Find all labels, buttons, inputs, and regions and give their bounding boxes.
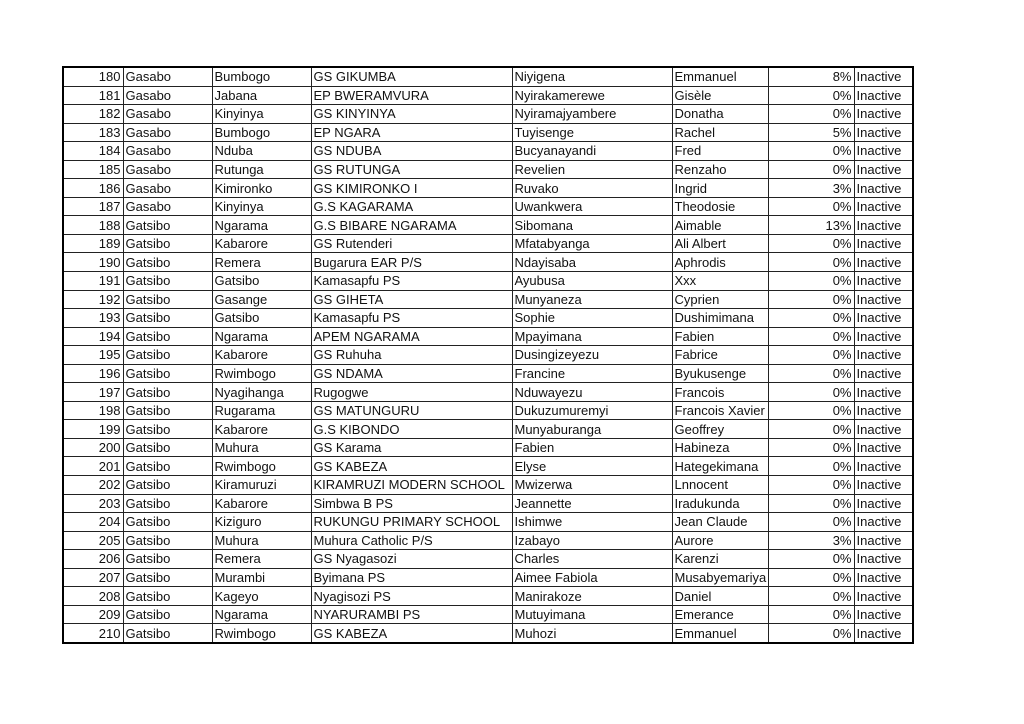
percentage-cell: 3% <box>768 179 854 198</box>
percentage-cell: 0% <box>768 197 854 216</box>
last-name-cell: Bucyanayandi <box>512 142 672 161</box>
last-name-cell: Mfatabyanga <box>512 234 672 253</box>
row-number-cell: 192 <box>63 290 123 309</box>
table-row <box>63 605 913 624</box>
sector-cell: Muhura <box>212 438 311 457</box>
row-number-cell: 196 <box>63 364 123 383</box>
last-name-cell: Mutuyimana <box>512 605 672 624</box>
status-cell: Inactive <box>854 346 913 365</box>
status-cell: Inactive <box>854 420 913 439</box>
first-name-cell: Aphrodis <box>672 253 768 272</box>
row-number-cell: 201 <box>63 457 123 476</box>
status-cell: Inactive <box>854 142 913 161</box>
school-cell: G.S KAGARAMA <box>311 197 512 216</box>
status-cell: Inactive <box>854 179 913 198</box>
row-number-cell: 189 <box>63 234 123 253</box>
row-number-cell: 190 <box>63 253 123 272</box>
row-number-cell: 198 <box>63 401 123 420</box>
district-cell: Gatsibo <box>123 216 212 235</box>
district-cell: Gasabo <box>123 123 212 142</box>
school-cell: Kamasapfu PS <box>311 272 512 291</box>
status-cell: Inactive <box>854 550 913 569</box>
row-number-cell: 193 <box>63 309 123 328</box>
first-name-cell: Renzaho <box>672 160 768 179</box>
table-row <box>63 197 913 216</box>
status-cell: Inactive <box>854 216 913 235</box>
table-row <box>63 438 913 457</box>
last-name-cell: Nduwayezu <box>512 383 672 402</box>
last-name-cell: Fabien <box>512 438 672 457</box>
school-cell: APEM NGARAMA <box>311 327 512 346</box>
row-number-cell: 185 <box>63 160 123 179</box>
school-cell: GS Nyagasozi <box>311 550 512 569</box>
row-number-cell: 205 <box>63 531 123 550</box>
table-row <box>63 587 913 606</box>
school-cell: G.S KIBONDO <box>311 420 512 439</box>
last-name-cell: Dusingizeyezu <box>512 346 672 365</box>
sector-cell: Remera <box>212 253 311 272</box>
status-cell: Inactive <box>854 531 913 550</box>
row-number-cell: 206 <box>63 550 123 569</box>
sector-cell: Kabarore <box>212 346 311 365</box>
sector-cell: Murambi <box>212 568 311 587</box>
percentage-cell: 0% <box>768 253 854 272</box>
district-cell: Gatsibo <box>123 327 212 346</box>
status-cell: Inactive <box>854 476 913 495</box>
status-cell: Inactive <box>854 105 913 124</box>
district-cell: Gatsibo <box>123 253 212 272</box>
last-name-cell: Uwankwera <box>512 197 672 216</box>
school-cell: EP BWERAMVURA <box>311 86 512 105</box>
sector-cell: Ngarama <box>212 605 311 624</box>
district-cell: Gasabo <box>123 179 212 198</box>
first-name-cell: Byukusenge <box>672 364 768 383</box>
table-row <box>63 364 913 383</box>
status-cell: Inactive <box>854 309 913 328</box>
sector-cell: Kabarore <box>212 234 311 253</box>
district-cell: Gatsibo <box>123 494 212 513</box>
school-cell: GS KINYINYA <box>311 105 512 124</box>
school-cell: KIRAMRUZI MODERN SCHOOL <box>311 476 512 495</box>
row-number-cell: 181 <box>63 86 123 105</box>
sector-cell: Rwimbogo <box>212 364 311 383</box>
sector-cell: Nyagihanga <box>212 383 311 402</box>
district-cell: Gatsibo <box>123 346 212 365</box>
percentage-cell: 0% <box>768 105 854 124</box>
percentage-cell: 0% <box>768 420 854 439</box>
first-name-cell: Iradukunda <box>672 494 768 513</box>
first-name-cell: Musabyemariya <box>672 568 768 587</box>
sector-cell: Kiziguro <box>212 513 311 532</box>
table-row <box>63 160 913 179</box>
percentage-cell: 0% <box>768 272 854 291</box>
school-cell: GS Ruhuha <box>311 346 512 365</box>
table-row <box>63 550 913 569</box>
row-number-cell: 204 <box>63 513 123 532</box>
sector-cell: Rwimbogo <box>212 457 311 476</box>
percentage-cell: 0% <box>768 587 854 606</box>
percentage-cell: 13% <box>768 216 854 235</box>
school-cell: G.S BIBARE NGARAMA <box>311 216 512 235</box>
table-row <box>63 401 913 420</box>
district-cell: Gatsibo <box>123 550 212 569</box>
district-cell: Gatsibo <box>123 531 212 550</box>
first-name-cell: Fabien <box>672 327 768 346</box>
first-name-cell: Jean Claude <box>672 513 768 532</box>
last-name-cell: Munyaburanga <box>512 420 672 439</box>
status-cell: Inactive <box>854 383 913 402</box>
last-name-cell: Sophie <box>512 309 672 328</box>
status-cell: Inactive <box>854 160 913 179</box>
school-cell: Kamasapfu PS <box>311 309 512 328</box>
last-name-cell: Mwizerwa <box>512 476 672 495</box>
status-cell: Inactive <box>854 401 913 420</box>
percentage-cell: 0% <box>768 290 854 309</box>
row-number-cell: 210 <box>63 624 123 643</box>
status-cell: Inactive <box>854 624 913 643</box>
last-name-cell: Sibomana <box>512 216 672 235</box>
district-cell: Gatsibo <box>123 624 212 643</box>
first-name-cell: Ali Albert <box>672 234 768 253</box>
status-cell: Inactive <box>854 364 913 383</box>
district-cell: Gatsibo <box>123 383 212 402</box>
sector-cell: Kabarore <box>212 420 311 439</box>
school-cell: GS MATUNGURU <box>311 401 512 420</box>
first-name-cell: Gisèle <box>672 86 768 105</box>
table-row <box>63 383 913 402</box>
row-number-cell: 195 <box>63 346 123 365</box>
sector-cell: Bumbogo <box>212 123 311 142</box>
school-cell: GS RUTUNGA <box>311 160 512 179</box>
status-cell: Inactive <box>854 197 913 216</box>
table-row <box>63 531 913 550</box>
last-name-cell: Aimee Fabiola <box>512 568 672 587</box>
table-row <box>63 568 913 587</box>
table-row <box>63 216 913 235</box>
status-cell: Inactive <box>854 568 913 587</box>
school-cell: RUKUNGU PRIMARY SCHOOL <box>311 513 512 532</box>
last-name-cell: Ruvako <box>512 179 672 198</box>
status-cell: Inactive <box>854 123 913 142</box>
school-cell: Muhura Catholic P/S <box>311 531 512 550</box>
district-cell: Gasabo <box>123 197 212 216</box>
last-name-cell: Jeannette <box>512 494 672 513</box>
table-row <box>63 420 913 439</box>
sector-cell: Ngarama <box>212 216 311 235</box>
table-row <box>63 272 913 291</box>
table-body <box>63 67 913 643</box>
district-cell: Gatsibo <box>123 401 212 420</box>
last-name-cell: Izabayo <box>512 531 672 550</box>
sector-cell: Bumbogo <box>212 67 311 86</box>
school-cell: GS GIKUMBA <box>311 67 512 86</box>
status-cell: Inactive <box>854 438 913 457</box>
school-cell: GS Rutenderi <box>311 234 512 253</box>
percentage-cell: 0% <box>768 494 854 513</box>
status-cell: Inactive <box>854 513 913 532</box>
first-name-cell: Karenzi <box>672 550 768 569</box>
sector-cell: Nduba <box>212 142 311 161</box>
percentage-cell: 0% <box>768 476 854 495</box>
first-name-cell: Emmanuel <box>672 67 768 86</box>
school-cell: Byimana PS <box>311 568 512 587</box>
table-row <box>63 476 913 495</box>
percentage-cell: 0% <box>768 309 854 328</box>
school-cell: NYARURAMBI PS <box>311 605 512 624</box>
district-cell: Gasabo <box>123 86 212 105</box>
percentage-cell: 0% <box>768 438 854 457</box>
first-name-cell: Dushimimana <box>672 309 768 328</box>
last-name-cell: Munyaneza <box>512 290 672 309</box>
sector-cell: Gasange <box>212 290 311 309</box>
district-cell: Gatsibo <box>123 438 212 457</box>
sector-cell: Kabarore <box>212 494 311 513</box>
last-name-cell: Nyirakamerewe <box>512 86 672 105</box>
first-name-cell: Ingrid <box>672 179 768 198</box>
district-cell: Gatsibo <box>123 513 212 532</box>
first-name-cell: Geoffrey <box>672 420 768 439</box>
sector-cell: Kiramuruzi <box>212 476 311 495</box>
district-cell: Gasabo <box>123 160 212 179</box>
table-row <box>63 67 913 86</box>
table-row <box>63 346 913 365</box>
percentage-cell: 0% <box>768 383 854 402</box>
row-number-cell: 194 <box>63 327 123 346</box>
first-name-cell: Hategekimana <box>672 457 768 476</box>
table-row <box>63 513 913 532</box>
district-cell: Gatsibo <box>123 476 212 495</box>
row-number-cell: 191 <box>63 272 123 291</box>
last-name-cell: Niyigena <box>512 67 672 86</box>
school-cell: GS KABEZA <box>311 624 512 643</box>
first-name-cell: Emmanuel <box>672 624 768 643</box>
table-row <box>63 142 913 161</box>
percentage-cell: 8% <box>768 67 854 86</box>
sector-cell: Kinyinya <box>212 105 311 124</box>
table-row <box>63 494 913 513</box>
first-name-cell: Francois Xavier <box>672 401 768 420</box>
first-name-cell: Cyprien <box>672 290 768 309</box>
last-name-cell: Tuyisenge <box>512 123 672 142</box>
first-name-cell: Fred <box>672 142 768 161</box>
row-number-cell: 209 <box>63 605 123 624</box>
first-name-cell: Daniel <box>672 587 768 606</box>
district-cell: Gatsibo <box>123 457 212 476</box>
row-number-cell: 197 <box>63 383 123 402</box>
sector-cell: Gatsibo <box>212 309 311 328</box>
percentage-cell: 0% <box>768 86 854 105</box>
last-name-cell: Revelien <box>512 160 672 179</box>
row-number-cell: 200 <box>63 438 123 457</box>
table-row <box>63 457 913 476</box>
table-row <box>63 309 913 328</box>
sector-cell: Rutunga <box>212 160 311 179</box>
sector-cell: Kimironko <box>212 179 311 198</box>
last-name-cell: Charles <box>512 550 672 569</box>
last-name-cell: Mpayimana <box>512 327 672 346</box>
percentage-cell: 0% <box>768 234 854 253</box>
status-cell: Inactive <box>854 290 913 309</box>
school-cell: GS KIMIRONKO I <box>311 179 512 198</box>
school-cell: Rugogwe <box>311 383 512 402</box>
status-cell: Inactive <box>854 67 913 86</box>
percentage-cell: 0% <box>768 457 854 476</box>
school-cell: Nyagisozi PS <box>311 587 512 606</box>
percentage-cell: 0% <box>768 550 854 569</box>
sector-cell: Muhura <box>212 531 311 550</box>
teacher-status-table <box>62 66 914 644</box>
district-cell: Gasabo <box>123 142 212 161</box>
sector-cell: Remera <box>212 550 311 569</box>
sector-cell: Rwimbogo <box>212 624 311 643</box>
percentage-cell: 0% <box>768 142 854 161</box>
status-cell: Inactive <box>854 253 913 272</box>
first-name-cell: Emerance <box>672 605 768 624</box>
first-name-cell: Lnnocent <box>672 476 768 495</box>
percentage-cell: 0% <box>768 513 854 532</box>
row-number-cell: 202 <box>63 476 123 495</box>
percentage-cell: 0% <box>768 624 854 643</box>
school-cell: GS NDUBA <box>311 142 512 161</box>
first-name-cell: Aurore <box>672 531 768 550</box>
table-row <box>63 327 913 346</box>
last-name-cell: Manirakoze <box>512 587 672 606</box>
first-name-cell: Rachel <box>672 123 768 142</box>
first-name-cell: Habineza <box>672 438 768 457</box>
sector-cell: Kageyo <box>212 587 311 606</box>
district-cell: Gatsibo <box>123 234 212 253</box>
school-cell: Bugarura EAR P/S <box>311 253 512 272</box>
district-cell: Gatsibo <box>123 605 212 624</box>
last-name-cell: Ndayisaba <box>512 253 672 272</box>
sector-cell: Jabana <box>212 86 311 105</box>
first-name-cell: Xxx <box>672 272 768 291</box>
row-number-cell: 186 <box>63 179 123 198</box>
first-name-cell: Donatha <box>672 105 768 124</box>
last-name-cell: Nyiramajyambere <box>512 105 672 124</box>
district-cell: Gasabo <box>123 105 212 124</box>
district-cell: Gatsibo <box>123 364 212 383</box>
percentage-cell: 0% <box>768 364 854 383</box>
row-number-cell: 183 <box>63 123 123 142</box>
percentage-cell: 0% <box>768 346 854 365</box>
percentage-cell: 0% <box>768 568 854 587</box>
status-cell: Inactive <box>854 86 913 105</box>
percentage-cell: 0% <box>768 160 854 179</box>
row-number-cell: 208 <box>63 587 123 606</box>
last-name-cell: Dukuzumuremyi <box>512 401 672 420</box>
school-cell: GS KABEZA <box>311 457 512 476</box>
table-row <box>63 234 913 253</box>
percentage-cell: 3% <box>768 531 854 550</box>
last-name-cell: Francine <box>512 364 672 383</box>
status-cell: Inactive <box>854 457 913 476</box>
table-row <box>63 253 913 272</box>
status-cell: Inactive <box>854 494 913 513</box>
percentage-cell: 5% <box>768 123 854 142</box>
table-row <box>63 290 913 309</box>
school-cell: Simbwa B PS <box>311 494 512 513</box>
row-number-cell: 187 <box>63 197 123 216</box>
sector-cell: Gatsibo <box>212 272 311 291</box>
percentage-cell: 0% <box>768 401 854 420</box>
table-row <box>63 86 913 105</box>
table-row <box>63 624 913 643</box>
row-number-cell: 180 <box>63 67 123 86</box>
table-row <box>63 105 913 124</box>
row-number-cell: 207 <box>63 568 123 587</box>
district-cell: Gatsibo <box>123 272 212 291</box>
table-row <box>63 179 913 198</box>
first-name-cell: Fabrice <box>672 346 768 365</box>
percentage-cell: 0% <box>768 605 854 624</box>
status-cell: Inactive <box>854 587 913 606</box>
district-cell: Gatsibo <box>123 568 212 587</box>
row-number-cell: 203 <box>63 494 123 513</box>
first-name-cell: Francois <box>672 383 768 402</box>
row-number-cell: 188 <box>63 216 123 235</box>
first-name-cell: Theodosie <box>672 197 768 216</box>
district-cell: Gatsibo <box>123 309 212 328</box>
percentage-cell: 0% <box>768 327 854 346</box>
school-cell: GS GIHETA <box>311 290 512 309</box>
last-name-cell: Ayubusa <box>512 272 672 291</box>
status-cell: Inactive <box>854 605 913 624</box>
row-number-cell: 184 <box>63 142 123 161</box>
status-cell: Inactive <box>854 234 913 253</box>
district-cell: Gatsibo <box>123 587 212 606</box>
last-name-cell: Ishimwe <box>512 513 672 532</box>
school-cell: EP NGARA <box>311 123 512 142</box>
school-cell: GS NDAMA <box>311 364 512 383</box>
sector-cell: Kinyinya <box>212 197 311 216</box>
status-cell: Inactive <box>854 272 913 291</box>
sector-cell: Ngarama <box>212 327 311 346</box>
first-name-cell: Aimable <box>672 216 768 235</box>
district-cell: Gatsibo <box>123 290 212 309</box>
district-cell: Gatsibo <box>123 420 212 439</box>
district-cell: Gasabo <box>123 67 212 86</box>
last-name-cell: Elyse <box>512 457 672 476</box>
status-cell: Inactive <box>854 327 913 346</box>
table-row <box>63 123 913 142</box>
row-number-cell: 182 <box>63 105 123 124</box>
last-name-cell: Muhozi <box>512 624 672 643</box>
school-cell: GS Karama <box>311 438 512 457</box>
row-number-cell: 199 <box>63 420 123 439</box>
sector-cell: Rugarama <box>212 401 311 420</box>
